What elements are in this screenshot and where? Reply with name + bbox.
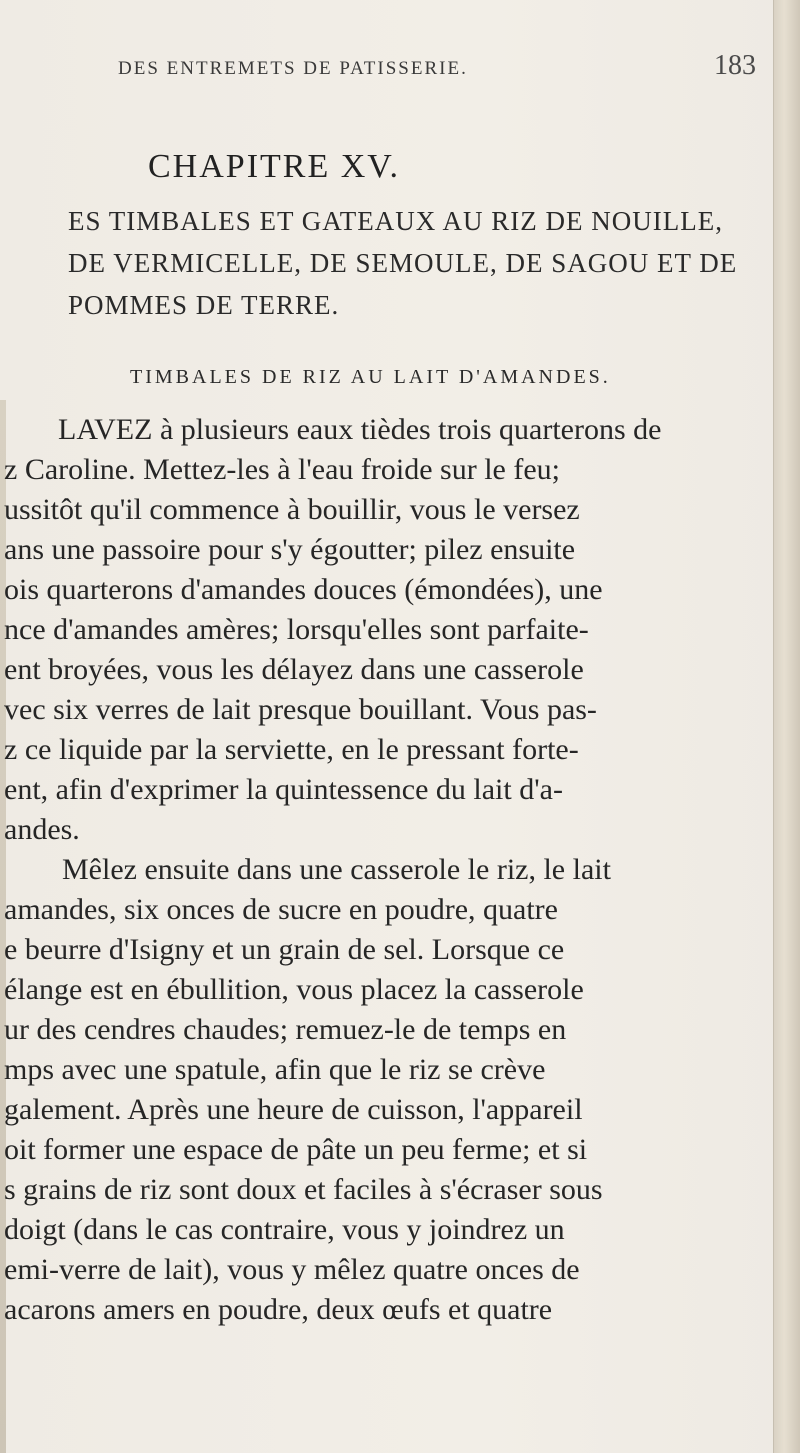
text-line: mps avec une spatule, afin que le riz se crève [4, 1053, 546, 1086]
text-line: ent, afin d'exprimer la quintessence du lait d'a- [4, 773, 563, 806]
text-line: nce d'amandes amères; lorsqu'elles sont parfaite- [4, 613, 589, 646]
text-line: ans une passoire pour s'y égoutter; pilez ensuite [4, 533, 576, 566]
page-number: 183 [714, 50, 756, 81]
text-line: vec six verres de lait presque bouillant. Vous pas- [4, 693, 597, 726]
text-line: ussitôt qu'il commence à bouillir, vous le versez [4, 493, 580, 526]
section-heading [0, 200, 760, 326]
recipe-body [0, 410, 790, 1330]
text-line: z Caroline. Mettez-les à l'eau froide sur le feu; [4, 453, 560, 486]
text-line: amandes, six onces de sucre en poudre, quatre [4, 893, 558, 926]
section-heading-line: ES TIMBALES ET GATEAUX AU RIZ DE NOUILLE, [68, 206, 723, 236]
text-line: acarons amers en poudre, deux œufs et quatre [4, 1293, 553, 1326]
text-line: ois quarterons d'amandes douces (émondées), une [4, 573, 603, 606]
text-line: doigt (dans le cas contraire, vous y joindrez un [4, 1213, 565, 1246]
text-line: LAVEZ à plusieurs eaux tièdes trois quarterons de [58, 413, 662, 446]
recipe-title: TIMBALES DE RIZ AU LAIT D'AMANDES. [130, 366, 611, 388]
text-line: emi-verre de lait), vous y mêlez quatre onces de [4, 1253, 580, 1286]
text-line: Mêlez ensuite dans une casserole le riz, le lait [62, 853, 611, 886]
text-line: s grains de riz sont doux et faciles à s'écraser sous [4, 1173, 603, 1206]
text-line: élange est en ébullition, vous placez la casserole [4, 973, 584, 1006]
text-line: e beurre d'Isigny et un grain de sel. Lorsque ce [4, 933, 565, 966]
text-line: andes. [4, 813, 80, 846]
section-heading-line: DE VERMICELLE, DE SEMOULE, DE SAGOU ET DE [68, 248, 738, 278]
text-line: oit former une espace de pâte un peu ferme; et si [4, 1133, 588, 1166]
text-line: ur des cendres chaudes; remuez-le de temps en [4, 1013, 567, 1046]
running-head: DES ENTREMETS DE PATISSERIE. [118, 58, 468, 79]
section-heading-line: POMMES DE TERRE. [68, 290, 340, 320]
text-line: z ce liquide par la serviette, en le pressant forte- [4, 733, 579, 766]
chapter-title: CHAPITRE XV. [148, 148, 400, 185]
text-line: ent broyées, vous les délayez dans une casserole [4, 653, 584, 686]
text-line: galement. Après une heure de cuisson, l'appareil [4, 1093, 583, 1126]
